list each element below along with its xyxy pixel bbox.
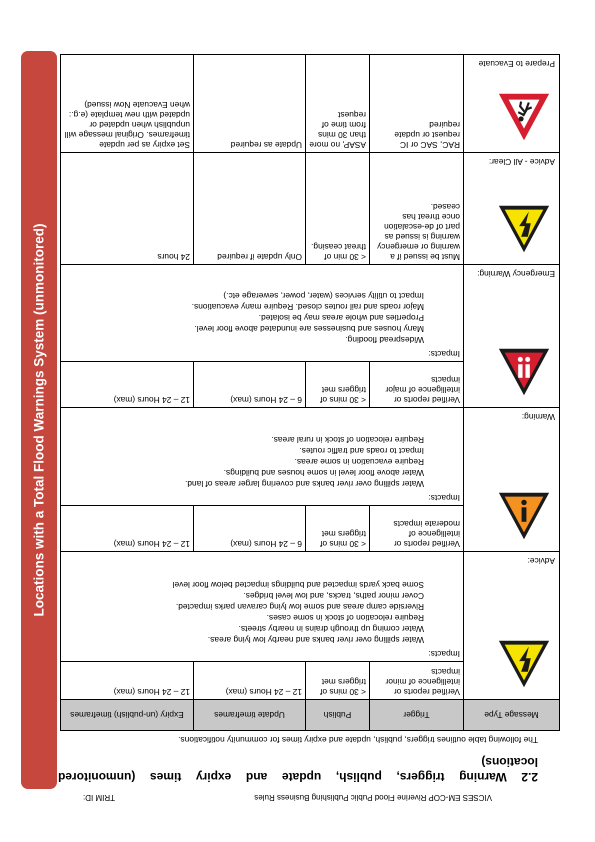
expiry-cell: 12 – 24 Hours (max) <box>61 662 194 700</box>
impact-item: Require evacuation in some areas. <box>294 457 424 467</box>
message-type-warning <box>464 408 560 552</box>
expiry-cell: 12 – 24 Hours (max) <box>61 506 194 552</box>
message-type-label: Advice: <box>527 556 555 566</box>
trigger-cell: RAC, SAC or IC request or update required <box>370 55 464 153</box>
header-title: VICSES EM-COP Riverine Flood Public Publishing Business Rules <box>254 793 492 802</box>
impact-item: Require relocation of stock in rural areas. <box>271 435 424 445</box>
warning-orange-triangle-icon <box>495 487 553 545</box>
impacts-cell <box>61 408 464 506</box>
section-title-line-2: locations) <box>481 755 538 769</box>
header-trigger: Trigger <box>370 700 464 731</box>
impact-item: Cover minor paths, tracks, and low level bridges. <box>243 591 424 601</box>
impact-item: Require relocation of stock in some cases. <box>266 613 424 623</box>
expiry-cell: 24 hours <box>61 153 194 265</box>
header-trim-id: TRIM ID: <box>83 793 115 802</box>
impact-item: Major roads and rail routes closed. Require many evacuations. <box>191 302 424 312</box>
message-type-emergency-warning <box>464 265 560 408</box>
section-title <box>58 754 538 784</box>
table-row-prepare-to-evacuate <box>61 55 560 153</box>
update-cell: Update as required <box>194 55 306 153</box>
table-header-row <box>61 700 560 731</box>
impact-item: Impact to utility services (water, power, sewerage etc.) <box>223 291 424 301</box>
message-type-label: Prepare to Evacuate <box>478 59 555 69</box>
message-type-label: Warning: <box>521 412 555 422</box>
impact-item: Widespread flooding. <box>345 335 424 345</box>
publish-cell: < 30 mins of triggers met <box>306 506 370 552</box>
impacts-list <box>64 434 460 489</box>
section-title-word: (unmonitored <box>58 770 136 784</box>
header-expiry-timeframes: Expiry (un-publish) timeframes <box>61 700 194 731</box>
expiry-cell: 12 – 24 Hours (max) <box>61 362 194 408</box>
intro-text: The following table outlines triggers, publish, update and expiry times for community notifications. <box>178 735 538 745</box>
all-clear-yellow-triangle-icon <box>495 200 553 258</box>
publish-cell: < 30 min of threat ceasing. <box>306 153 370 265</box>
message-type-label: Emergency Warning: <box>477 269 555 279</box>
section-title-line-1 <box>58 769 538 784</box>
impact-item: Water coming up through drains in nearby streets. <box>238 624 424 634</box>
section-title-word: and <box>245 770 268 784</box>
side-banner-text: Locations with a Total Flood Warnings System (unmonitored) <box>31 223 47 617</box>
section-title-word: 2.2 <box>521 770 538 784</box>
advice-yellow-triangle-icon <box>495 635 553 693</box>
impacts-cell <box>61 265 464 362</box>
impacts-list <box>64 579 460 645</box>
publish-cell: ASAP, no more than 30 mins from time of request <box>306 55 370 153</box>
trigger-cell: Must be issued if a warning or emergency warning is issued as part of de-escalation once threat has ceased. <box>370 153 464 265</box>
impact-item: Riverside camp areas and some low lying caravan parks impacted. <box>175 602 424 612</box>
section-title-word: publish, <box>335 770 382 784</box>
update-cell: 6 – 24 Hours (max) <box>194 506 306 552</box>
publish-cell: < 30 mins of triggers met <box>306 662 370 700</box>
impact-item: Impact to roads and traffic routes. <box>299 446 424 456</box>
impacts-title: Impacts: <box>428 649 460 659</box>
update-cell: 6 – 24 Hours (max) <box>194 362 306 408</box>
impact-item: Water spilling over river banks and nearby low lying areas. <box>207 635 424 645</box>
header-message-type: Message Type <box>464 700 560 731</box>
message-type-label: Advice - All Clear: <box>488 157 555 167</box>
warning-times-table <box>60 54 560 731</box>
section-title-word: update <box>281 770 322 784</box>
impacts-title: Impacts: <box>428 349 460 359</box>
section-title-word: times <box>149 770 182 784</box>
header-update-timeframes: Update timeframes <box>194 700 306 731</box>
section-title-word: Warning <box>459 770 507 784</box>
impacts-cell <box>61 552 464 662</box>
message-type-advice <box>464 552 560 700</box>
impact-item: Water above floor level in some houses and buildings. <box>223 468 424 478</box>
impact-item: Water spilling over river banks and covering larger areas of land. <box>185 479 424 489</box>
message-type-prepare-to-evacuate <box>464 55 560 153</box>
table-row-all-clear <box>61 153 560 265</box>
impact-item: Many houses and businesses are inundated above floor level. <box>194 324 424 334</box>
table-row-emergency-warning <box>61 362 560 408</box>
emergency-red-triangle-icon <box>495 343 553 401</box>
table-row-advice <box>61 662 560 700</box>
impact-item: Properties and whole areas may be isolated. <box>258 313 424 323</box>
evacuate-red-triangle-icon <box>495 88 553 146</box>
trigger-cell: Verified reports or intelligence of major impacts <box>370 362 464 408</box>
section-title-word: expiry <box>195 770 232 784</box>
trigger-cell: Verified reports or intelligence of moderate impacts <box>370 506 464 552</box>
message-type-all-clear <box>464 153 560 265</box>
section-title-word: triggers, <box>396 770 445 784</box>
impacts-list <box>64 290 460 345</box>
impacts-title: Impacts: <box>428 493 460 503</box>
header-publish: Publish <box>306 700 370 731</box>
update-cell: 12 – 24 Hours (max) <box>194 662 306 700</box>
impact-item: Some back yards impacted and buildings impacted below floor level <box>172 580 424 590</box>
update-cell: Only update if required <box>194 153 306 265</box>
trigger-cell: Verified reports or intelligence of minor impacts <box>370 662 464 700</box>
table-row-warning <box>61 506 560 552</box>
publish-cell: < 30 mins of triggers met <box>306 362 370 408</box>
expiry-cell: Set expiry as per update timeframes. Original message will unpublish when updated or updated with new template (e.g.: when Evacuate Now issued) <box>61 55 194 153</box>
